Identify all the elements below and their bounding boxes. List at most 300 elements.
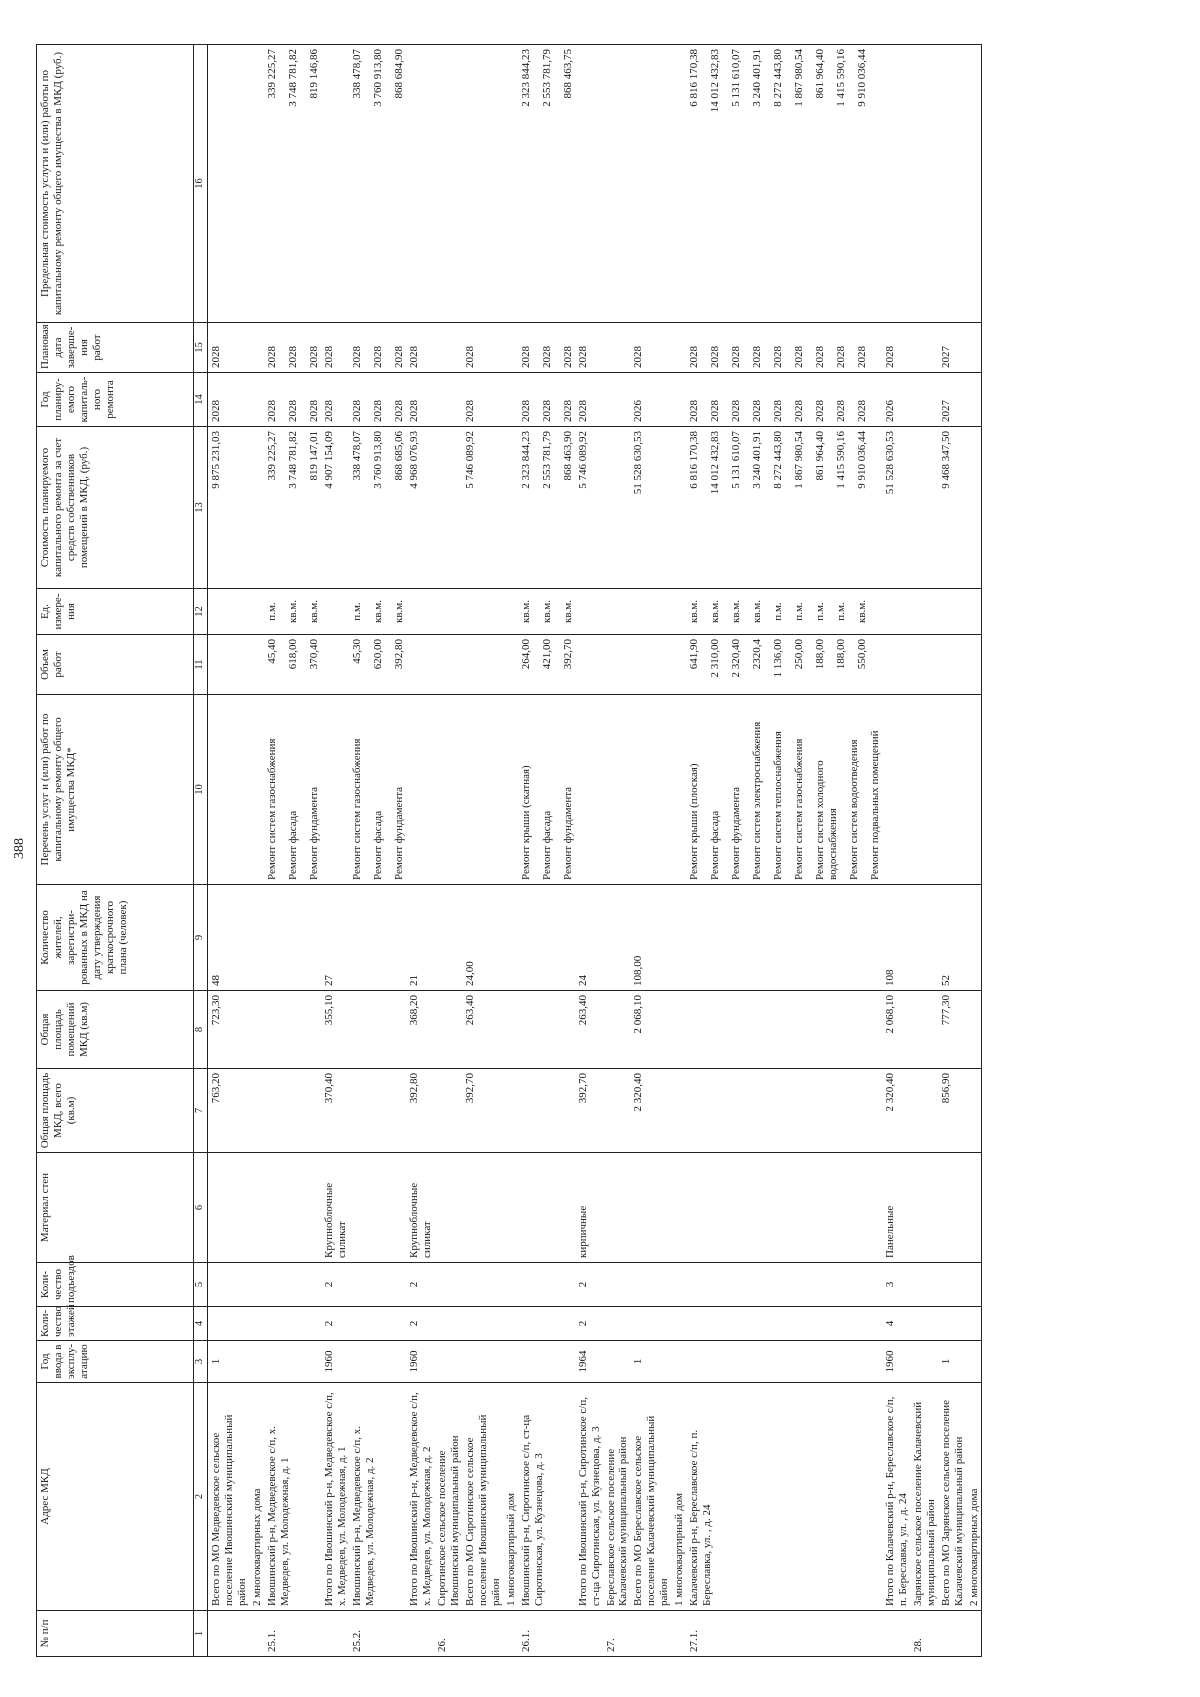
work-item-col-13: 868 463,90 [561,431,574,481]
work-item-col-11: 620,00 [371,639,384,670]
cell-col-16 [630,45,671,323]
spacer [743,699,751,880]
work-item-col-14: 2028 [772,400,785,422]
work-item-col-16: 1 867 980,54 [793,49,806,107]
cell-col-6 [630,1153,671,1263]
cell-col-8: 2 068,10 [882,991,910,1069]
column-header-14: Год планиру-емого капиталь-ного ремонта [37,373,194,427]
cell-col-7: 856,90 [938,1069,966,1153]
cell-col-2: Всего по МО Сиротинское сельское поселение Ивошинский муниципальный район [462,1383,503,1611]
cell-col-5 [910,1263,938,1307]
cell-col-11 [518,635,575,695]
cell-col-15 [249,323,264,373]
cell-col-5 [462,1263,503,1307]
cell-col-14 [349,373,406,427]
work-item-col-15: 2028 [751,346,764,368]
cell-col-1 [321,1611,349,1657]
work-item-col-15: 2028 [730,346,743,368]
cell-col-7: 763,20 [208,1069,249,1153]
table-row [910,45,938,1657]
cell-col-8: 368,20 [406,991,434,1069]
spacer [385,431,393,584]
work-item-col-16: 9 910 036,44 [856,49,869,107]
column-number-16: 16 [194,45,208,323]
cell-col-15: 2028 [208,323,249,373]
work-item-col-11: 2 320,40 [730,639,743,678]
work-item-col-15: 2028 [540,346,553,368]
spacer [533,699,541,880]
cell-col-4 [462,1307,503,1341]
cell-col-14: 2028 [462,373,503,427]
spacer [364,699,372,880]
work-item-col-11: 188,00 [814,639,827,670]
spacer [743,431,751,584]
work-item-col-15: 2028 [814,346,827,368]
cell-col-13: 4 907 154,09 [321,427,349,589]
cell-col-13 [910,427,938,589]
cell-col-15 [503,323,518,373]
column-header-15: Плановая дата заверше-ния работ [37,323,194,373]
cell-col-11 [575,635,603,695]
work-item-col-14: 2028 [286,400,299,422]
spacer [385,699,393,880]
cell-col-10 [249,695,264,885]
cell-col-10 [630,695,671,885]
spacer [533,431,541,584]
cell-col-5 [264,1263,321,1307]
cell-col-12 [208,589,249,635]
table-row [630,45,671,1657]
cell-col-13 [503,427,518,589]
cell-col-5: 3 [882,1263,910,1307]
work-item-col-16: 868 463,75 [561,49,574,99]
spacer [300,431,308,584]
work-item-col-13: 819 147,01 [307,431,320,481]
spacer [533,593,541,630]
column-header-3: Год ввода в эксплу-атацию [37,1341,194,1383]
cell-col-14 [249,373,264,427]
work-item-col-11: 618,00 [286,639,299,670]
column-header-10: Перечень услуг и (или) работ по капитальному ремонту общего имущества МКД* [37,695,194,885]
spacer [554,327,562,368]
work-item-col-12: п.м. [350,602,363,621]
cell-col-3 [503,1341,518,1383]
table-row [686,45,882,1657]
cell-col-10 [575,695,603,885]
spacer [827,327,835,368]
spacer [785,639,793,690]
cell-col-8: 263,40 [575,991,603,1069]
cell-col-4 [349,1307,406,1341]
cell-col-10 [518,695,575,885]
cell-col-9: 48 [208,885,249,991]
cell-col-5 [208,1263,249,1307]
work-item-col-14: 2028 [371,400,384,422]
cell-col-3 [671,1341,686,1383]
work-item-col-10: Ремонт фасада [709,810,722,880]
cell-col-13 [249,427,264,589]
cell-col-6 [910,1153,938,1263]
table-row [406,45,434,1657]
page-number: 388 [12,838,27,859]
spacer [827,377,835,422]
cell-col-10 [208,695,249,885]
cell-col-12 [462,589,503,635]
spacer [385,593,393,630]
cell-col-3: 1 [630,1341,671,1383]
work-item-col-14: 2028 [307,400,320,422]
spacer [806,431,814,584]
work-item-col-12: кв.м. [286,600,299,623]
cell-col-1 [208,1611,249,1657]
cell-col-15 [603,323,631,373]
cell-col-13 [349,427,406,589]
cell-col-16 [503,45,518,323]
column-number-11: 11 [194,635,208,695]
cell-col-15: 2028 [575,323,603,373]
spacer [300,639,308,690]
cell-col-3 [249,1341,264,1383]
cell-col-11 [910,635,938,695]
spacer [764,49,772,318]
cell-col-15 [349,323,406,373]
cell-col-16 [208,45,249,323]
cell-col-14 [671,373,686,427]
work-item-col-12: кв.м. [540,600,553,623]
work-item-col-13: 5 131 610,07 [730,431,743,489]
cell-col-6 [518,1153,575,1263]
cell-col-4 [630,1307,671,1341]
spacer [722,699,730,880]
cell-col-6 [249,1153,264,1263]
work-item-col-10: Ремонт фасада [371,810,384,880]
cell-col-11 [503,635,518,695]
spacer [806,593,814,630]
work-item-col-15: 2028 [856,346,869,368]
spacer [764,639,772,690]
cell-col-15 [686,323,882,373]
cell-col-9: 24 [575,885,603,991]
cell-col-16 [938,45,966,323]
cell-col-8 [249,991,264,1069]
column-number-4: 4 [194,1307,208,1341]
work-item-col-11: 1 136,00 [772,639,785,678]
work-item-col-10: Ремонт крыши (скатная) [519,765,532,880]
work-item-col-13: 339 225,27 [265,431,278,481]
cell-col-11 [686,635,882,695]
cell-col-10 [503,695,518,885]
cell-col-8: 263,40 [462,991,503,1069]
work-item-col-10: Ремонт систем водоотведения [848,739,861,880]
cell-col-10 [671,695,686,885]
cell-col-1 [630,1611,671,1657]
cell-col-7 [249,1069,264,1153]
table-body [208,45,982,1657]
work-item-col-13: 6 816 170,38 [688,431,701,489]
work-item-col-11: 392,80 [392,639,405,670]
cell-col-8 [966,991,981,1069]
cell-col-2: Итого по Калачевский р-н, Береславское с/п, п. Береславка, ул. , д. 24 [882,1383,910,1611]
cell-col-14 [503,373,518,427]
cell-col-11 [434,635,462,695]
spacer [806,49,814,318]
cell-col-11 [208,635,249,695]
cell-col-8 [671,991,686,1069]
spacer [300,593,308,630]
spacer [533,327,541,368]
spacer [701,377,709,422]
cell-col-5 [686,1263,882,1307]
spacer [385,377,393,422]
cell-col-13 [686,427,882,589]
cell-col-5 [671,1263,686,1307]
spacer [701,593,709,630]
cell-col-4 [910,1307,938,1341]
cell-col-2: Итого по Ивошинский р-н, Медведевское с/п, х. Медведев, ул. Молодежная, д. 1 [321,1383,349,1611]
cell-col-12 [249,589,264,635]
spacer [533,639,541,690]
cell-col-10 [321,695,349,885]
cell-col-7 [671,1069,686,1153]
cell-col-14: 2028 [208,373,249,427]
work-item-col-16: 868 684,90 [392,49,405,99]
cell-col-10 [462,695,503,885]
cell-col-9 [671,885,686,991]
work-item-col-10: Ремонт систем холодного водоснабжения [814,760,840,880]
cell-col-8: 355,10 [321,991,349,1069]
cell-col-9 [503,885,518,991]
spacer [722,327,730,368]
cell-col-11 [630,635,671,695]
spacer [364,327,372,368]
spacer [364,593,372,630]
cell-col-16 [321,45,349,323]
cell-col-2: Всего по МО Зарянское сельское поселение Калачевский муниципальный район [938,1383,966,1611]
work-item-col-14: 2028 [688,400,701,422]
table-row [603,45,631,1657]
work-item-col-16: 2 323 844,23 [519,49,532,107]
cell-col-2: Калачевский р-н, Береславское с/п, п. Береславка, ул. , д. 24 [686,1383,882,1611]
cell-col-1 [503,1611,518,1657]
cell-col-2: Ивошинский р-н, Медведевское с/п, х. Медведев, ул. Молодежная, д. 2 [349,1383,406,1611]
cell-col-6 [208,1153,249,1263]
spacer [848,327,856,368]
spacer [861,699,869,880]
work-item-col-12: кв.м. [519,600,532,623]
cell-col-3 [686,1341,882,1383]
cell-col-9 [603,885,631,991]
work-item-col-14: 2028 [835,400,848,422]
work-item-col-10: Ремонт фасада [286,810,299,880]
cell-col-16 [671,45,686,323]
work-item-col-10: Ремонт фундамента [730,786,743,880]
cell-col-9 [264,885,321,991]
work-item-col-11: 550,00 [856,639,869,670]
spacer [827,593,835,630]
work-item-col-16: 339 225,27 [265,49,278,99]
work-item-col-12: кв.м. [751,600,764,623]
work-item-col-12: кв.м. [307,600,320,623]
cell-col-6: Крупноблочные силикат [321,1153,349,1263]
cell-col-10 [686,695,882,885]
cell-col-2: 1 многоквартирный дом [503,1383,518,1611]
cell-col-12 [518,589,575,635]
cell-col-5: 2 [321,1263,349,1307]
spacer [785,377,793,422]
spacer [722,593,730,630]
cell-col-11 [671,635,686,695]
cell-col-4 [518,1307,575,1341]
cell-col-14 [603,373,631,427]
cell-col-8 [603,991,631,1069]
cell-col-11 [603,635,631,695]
work-item-col-16: 819 146,86 [307,49,320,99]
cell-col-10 [349,695,406,885]
cell-col-7 [503,1069,518,1153]
work-item-col-10: Ремонт крыши (плоская) [688,763,701,880]
cell-col-5 [249,1263,264,1307]
column-header-4: Коли-чество этажей [37,1307,194,1341]
cell-col-9: 52 [938,885,966,991]
cell-col-15 [966,323,981,373]
table-row [462,45,503,1657]
cell-col-12 [686,589,882,635]
cell-col-9 [249,885,264,991]
work-item-col-11: 264,00 [519,639,532,670]
spacer [722,639,730,690]
cell-col-15: 2028 [882,323,910,373]
cell-col-13: 9 468 347,50 [938,427,966,589]
cell-col-3: 1964 [575,1341,603,1383]
work-item-col-15: 2028 [709,346,722,368]
cell-col-10 [882,695,910,885]
cell-col-14 [434,373,462,427]
cell-col-11 [938,635,966,695]
work-item-col-11: 641,90 [688,639,701,670]
cell-col-16 [603,45,631,323]
cell-col-8 [910,991,938,1069]
column-header-9: Количество жителей, зарегистри-рованных в МКД на дату утверждения краткосрочного плана (человек) [37,885,194,991]
cell-col-16 [462,45,503,323]
cell-col-11 [966,635,981,695]
cell-col-4: 2 [406,1307,434,1341]
cell-col-8 [264,991,321,1069]
cell-col-2: Итого по Ивошинский р-н, Медведевское с/п, х. Медведев, ул. Молодежная, д. 2 [406,1383,434,1611]
work-item-col-12: кв.м. [561,600,574,623]
work-item-col-13: 3 760 913,80 [371,431,384,489]
cell-col-8 [349,991,406,1069]
table-header-row [37,45,194,1657]
cell-col-1: 26.1. [518,1611,575,1657]
cell-col-4 [264,1307,321,1341]
spacer [785,327,793,368]
cell-col-3: 1960 [321,1341,349,1383]
spacer [848,593,856,630]
spacer [385,639,393,690]
cell-col-3 [434,1341,462,1383]
cell-col-16 [882,45,910,323]
cell-col-11 [406,635,434,695]
cell-col-3: 1 [208,1341,249,1383]
spacer [827,49,835,318]
cell-col-16 [910,45,938,323]
work-item-col-12: кв.м. [688,600,701,623]
cell-col-7 [434,1069,462,1153]
work-item-col-12: кв.м. [392,600,405,623]
column-header-7: Общая площадь МКД, всего (кв.м) [37,1069,194,1153]
cell-col-14 [686,373,882,427]
cell-col-2: 1 многоквартирный дом [671,1383,686,1611]
work-item-col-11: 392,70 [561,639,574,670]
cell-col-12 [349,589,406,635]
cell-col-13: 5 746 089,92 [575,427,603,589]
spacer [764,699,772,880]
work-item-col-16: 861 964,40 [814,49,827,99]
cell-col-10 [966,695,981,885]
cell-col-1 [938,1611,966,1657]
cell-col-12 [406,589,434,635]
work-item-col-10: Ремонт систем газоснабжения [350,738,363,880]
work-item-col-13: 8 272 443,80 [772,431,785,489]
spacer [806,639,814,690]
work-item-col-11: 45,40 [265,639,278,664]
work-item-col-10: Ремонт фундамента [561,786,574,880]
work-item-col-15: 2028 [835,346,848,368]
cell-col-12 [966,589,981,635]
spacer [785,593,793,630]
work-item-col-10: Ремонт подвальных помещений [869,730,882,880]
cell-col-3 [603,1341,631,1383]
work-item-col-12: кв.м. [371,600,384,623]
cell-col-4 [966,1307,981,1341]
cell-col-15: 2028 [462,323,503,373]
cell-col-5: 2 [406,1263,434,1307]
column-number-13: 13 [194,427,208,589]
spacer [279,593,287,630]
cell-col-11 [264,635,321,695]
spacer [848,639,856,690]
work-item-col-14: 2028 [265,400,278,422]
work-item-col-16: 14 012 432,83 [709,49,722,113]
repair-plan-table [36,44,982,1657]
cell-col-1: 25.2. [349,1611,406,1657]
cell-col-9: 24,00 [462,885,503,991]
cell-col-9 [518,885,575,991]
cell-col-12 [910,589,938,635]
spacer [743,593,751,630]
cell-col-12 [264,589,321,635]
work-item-col-14: 2028 [751,400,764,422]
spacer [785,49,793,318]
spacer [764,327,772,368]
cell-col-6 [938,1153,966,1263]
cell-col-1 [406,1611,434,1657]
work-item-col-14: 2028 [519,400,532,422]
work-item-col-13: 338 478,07 [350,431,363,481]
cell-col-15 [434,323,462,373]
cell-col-13 [671,427,686,589]
work-item-col-12: п.м. [772,602,785,621]
spacer [743,327,751,368]
column-number-10: 10 [194,695,208,885]
cell-col-2: Всего по МО Медведевское сельское поселение Ивошинский муниципальный район [208,1383,249,1611]
cell-col-4 [671,1307,686,1341]
cell-col-1: 27.1. [686,1611,882,1657]
cell-col-5 [630,1263,671,1307]
cell-col-9: 27 [321,885,349,991]
work-item-col-11: 2 310,00 [709,639,722,678]
cell-col-4 [249,1307,264,1341]
